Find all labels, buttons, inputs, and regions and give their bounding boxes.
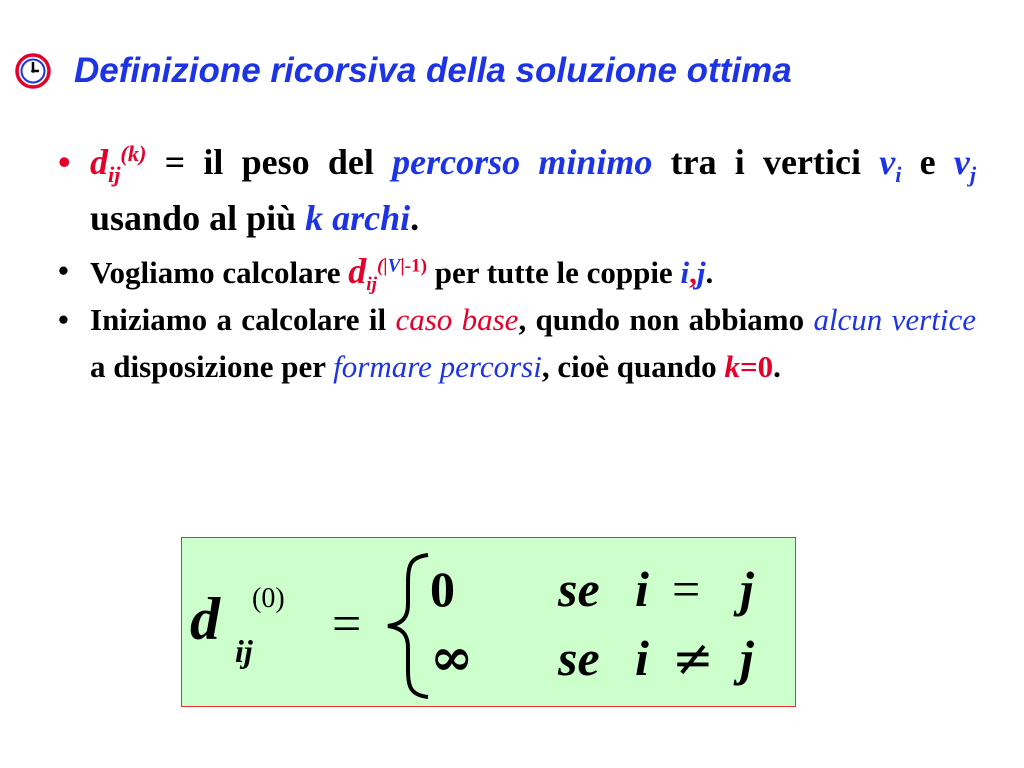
- text-segment: , cioè quando: [541, 349, 725, 384]
- formula-equals: =: [332, 596, 362, 653]
- formula-case1-se: se: [558, 561, 600, 617]
- text-segment: per tutte le coppie: [427, 255, 681, 290]
- superscript-close: |-1): [400, 255, 428, 277]
- text-segment: .: [410, 198, 420, 238]
- var-j: j: [696, 255, 706, 290]
- formula-lhs-ij: ij: [235, 633, 253, 669]
- formula-case2-op: ≠: [672, 629, 714, 687]
- formula-case2-value: ∞: [430, 627, 474, 688]
- superscript-v: V: [387, 255, 401, 277]
- var-k: k: [724, 349, 740, 384]
- text-segment: Vogliamo calcolare: [90, 255, 349, 290]
- text-segment: tra i vertici: [652, 142, 880, 182]
- text-segment: usando al più: [90, 198, 306, 238]
- var-i-subscript: i: [895, 162, 902, 188]
- text-segment: a disposizione per: [90, 349, 334, 384]
- emphasis-caso-base: caso base: [395, 302, 519, 337]
- bullet-marker: •: [58, 142, 71, 182]
- superscript-open: (|: [376, 255, 388, 277]
- text-segment: .: [773, 349, 781, 384]
- emphasis-alcun-vertice: alcun vertice: [813, 302, 976, 337]
- var-k-superscript: (k): [120, 141, 147, 166]
- equals-zero: =0: [739, 349, 774, 384]
- clock-icon: [14, 52, 52, 90]
- var-v: v: [953, 142, 970, 182]
- formula-lhs-superscript: (0): [252, 583, 285, 614]
- bullet-item: [58, 248, 976, 296]
- text-segment: = il peso del: [146, 142, 393, 182]
- var-j-subscript: j: [969, 162, 977, 188]
- formula-lhs-d: d: [190, 586, 220, 652]
- bullet-marker: •: [58, 302, 69, 337]
- var-i: i: [680, 255, 690, 290]
- bullet-list: [58, 134, 976, 390]
- emphasis-percorso-minimo: percorso minimo: [392, 142, 653, 182]
- formula-case1-j: j: [740, 561, 754, 617]
- formula-case2-i: i: [635, 630, 649, 686]
- emphasis-formare-percorsi: formare percorsi: [333, 349, 542, 384]
- formula-case2-se: se: [558, 630, 600, 686]
- bullet-marker: •: [58, 253, 69, 288]
- bullet-item: [58, 296, 976, 390]
- var-d: d: [90, 142, 108, 182]
- formula-case2-j: j: [740, 630, 754, 686]
- emphasis-archi: archi: [323, 198, 411, 238]
- formula-case1-op: =: [672, 561, 701, 617]
- text-segment: , qundo non abbiamo: [518, 302, 814, 337]
- formula-svg: [182, 538, 797, 708]
- formula-box: [181, 537, 796, 707]
- text-segment: .: [705, 255, 714, 290]
- slide-title-row: [14, 46, 792, 96]
- bullet-item: [58, 134, 976, 246]
- formula-case1-value: 0: [430, 561, 455, 617]
- var-ij-subscript: ij: [366, 274, 377, 296]
- comma: ,: [689, 255, 697, 290]
- text-segment: e: [901, 142, 954, 182]
- var-ij-subscript: ij: [108, 162, 121, 188]
- slide-title: Definizione ricorsiva della soluzione ottima: [74, 51, 792, 90]
- var-k: k: [305, 198, 324, 238]
- var-v: v: [879, 142, 896, 182]
- var-d: d: [348, 251, 367, 291]
- formula-brace: [388, 555, 428, 697]
- text-segment: Iniziamo a calcolare il: [90, 302, 396, 337]
- formula-case1-i: i: [635, 561, 649, 617]
